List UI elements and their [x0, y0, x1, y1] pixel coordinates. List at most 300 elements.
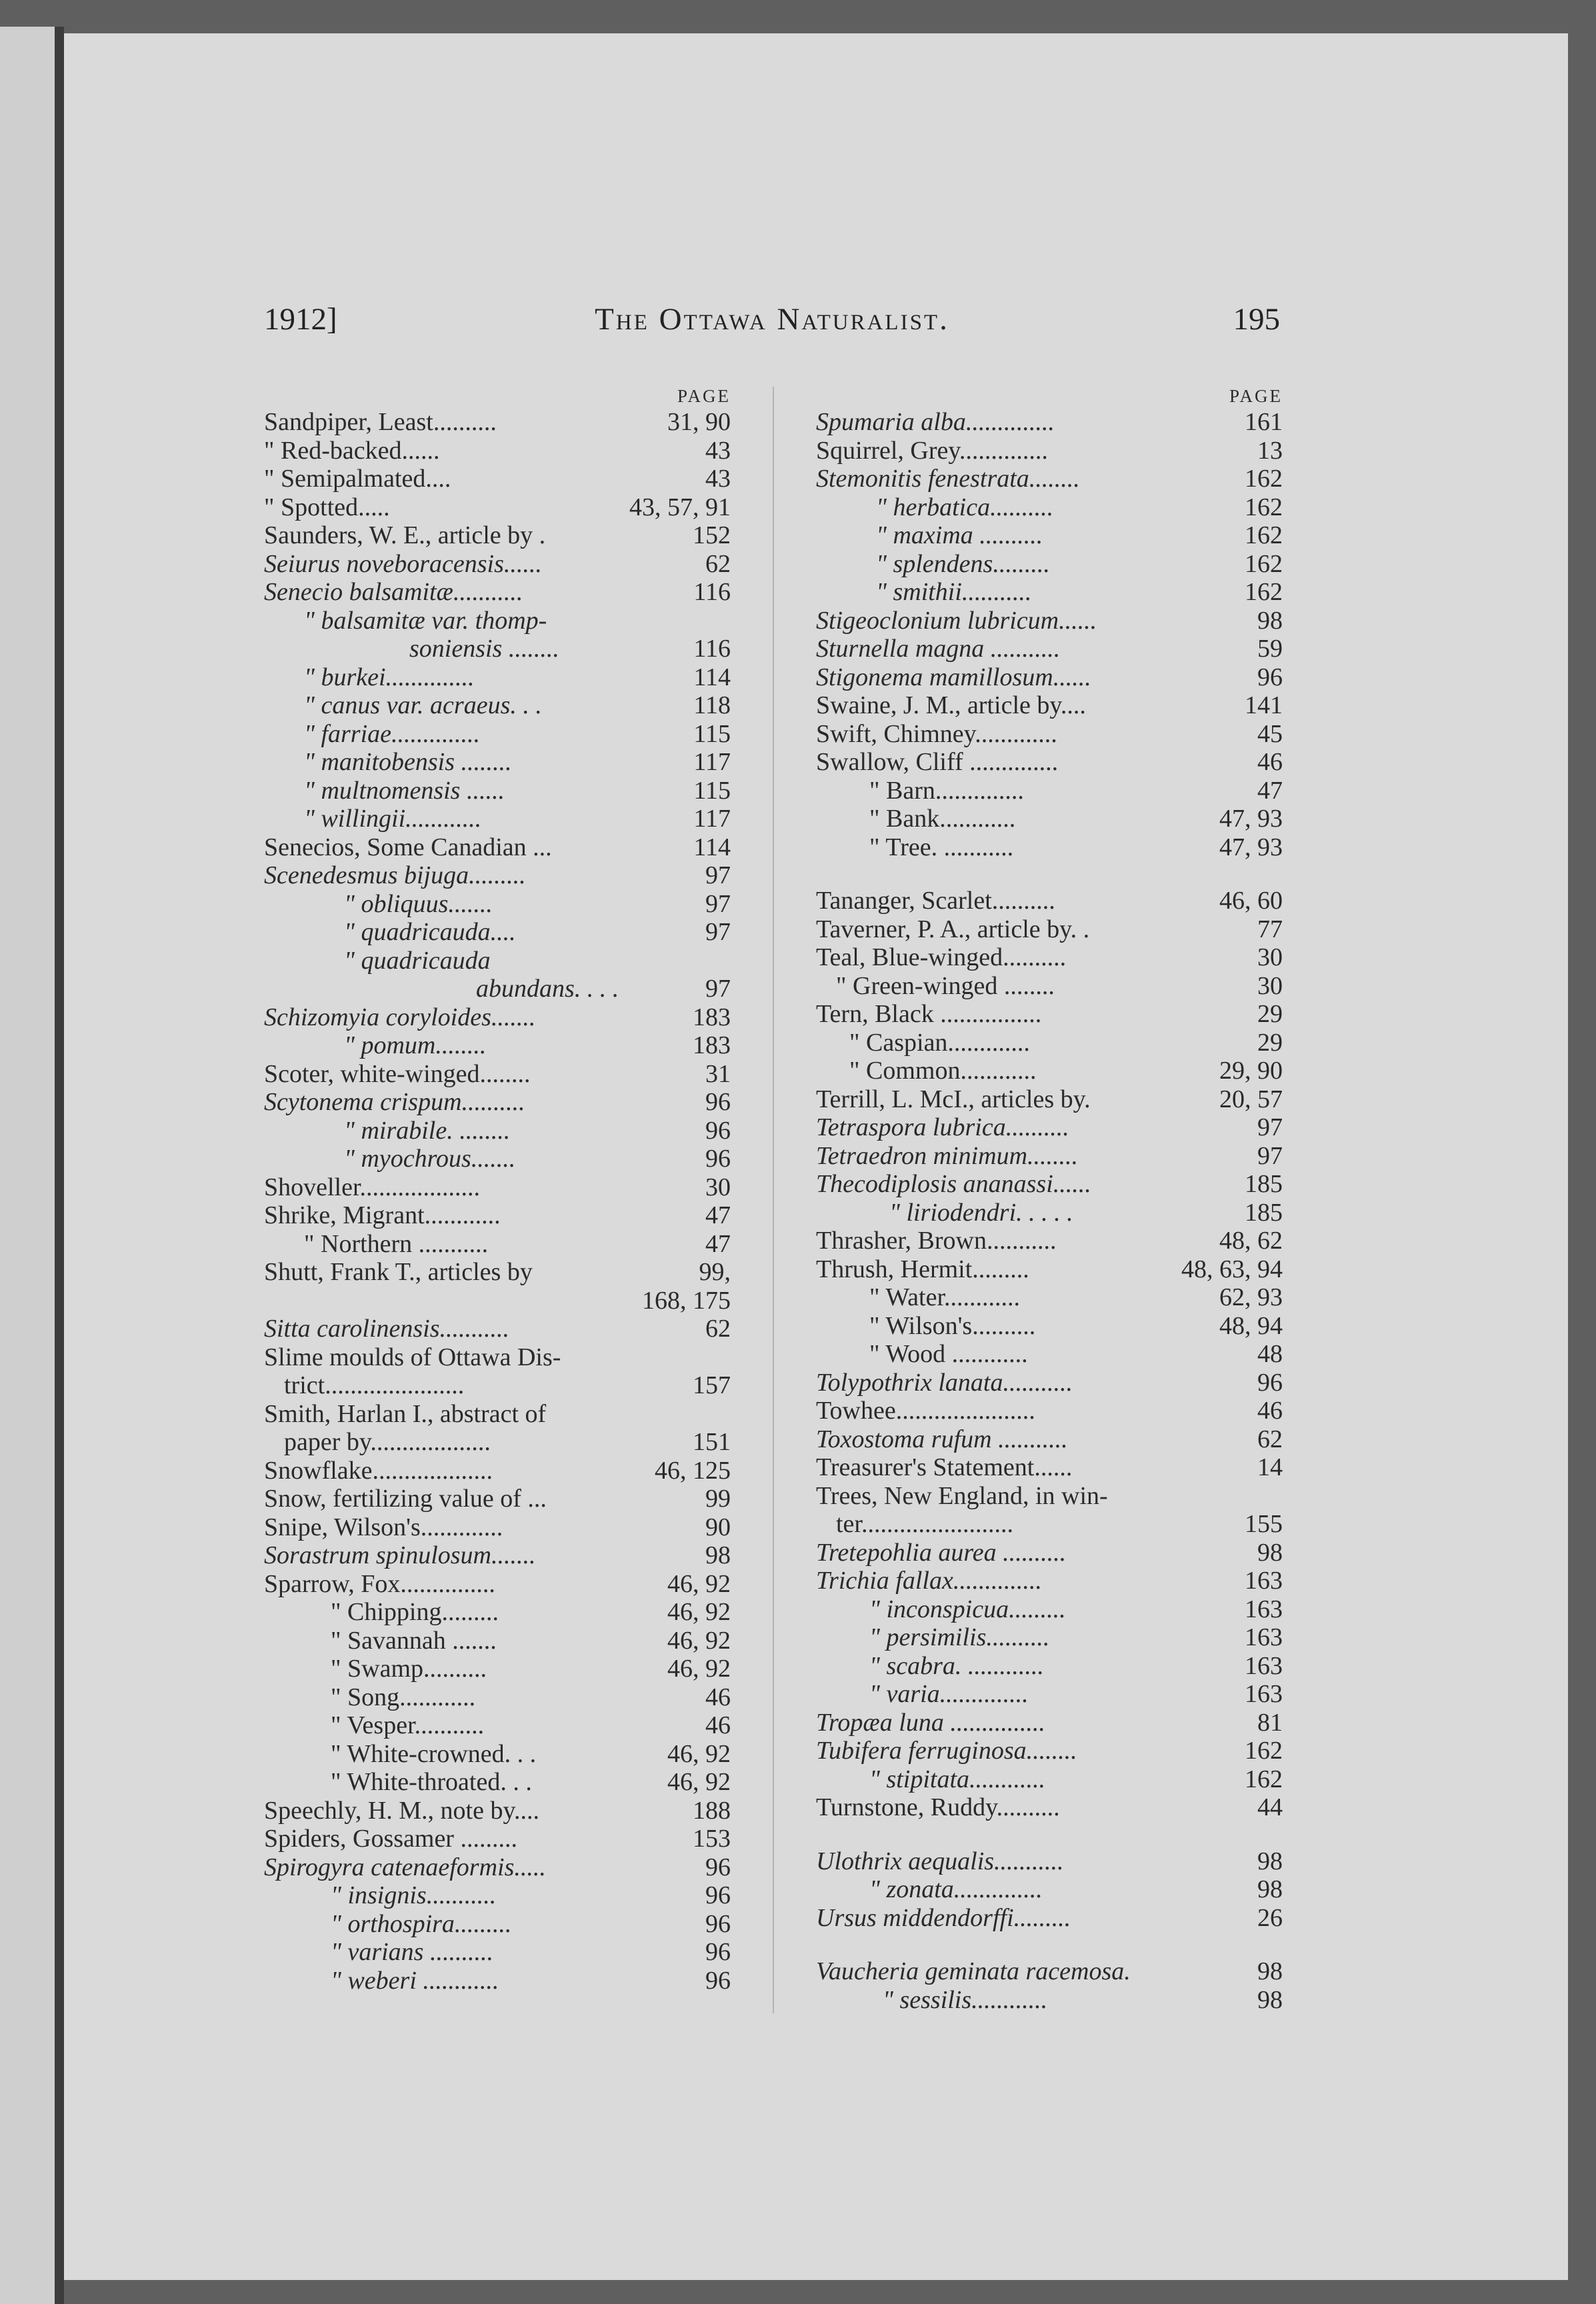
index-entry	[816, 1482, 1283, 1511]
index-entry	[816, 1425, 1283, 1454]
index-entry	[264, 1655, 731, 1683]
entry-page: 98	[1252, 1539, 1283, 1567]
entry-label: Tolypothrix lanata...........	[816, 1368, 1073, 1397]
entry-page: 98	[1252, 1986, 1283, 2015]
entry-label: Thrush, Hermit.........	[816, 1255, 1029, 1283]
entry-page: 98	[1252, 1875, 1283, 1904]
entry-page: 97	[700, 975, 731, 1003]
entry-page: 31, 90	[662, 408, 731, 437]
entry-label: " liriodendri. . . . .	[889, 1198, 1073, 1227]
entry-label: " Northern ...........	[304, 1229, 489, 1258]
entry-label: " multnomensis ......	[304, 776, 505, 805]
index-entry	[816, 1283, 1283, 1312]
entry-page: 13	[1252, 437, 1283, 465]
index-entry	[264, 1145, 731, 1173]
entry-page: 59	[1252, 635, 1283, 663]
entry-label: " mirabile. ........	[344, 1116, 511, 1145]
index-entry	[264, 1570, 731, 1599]
entry-page: 97	[1252, 1142, 1283, 1171]
entry-label: Thrasher, Brown...........	[816, 1227, 1057, 1255]
index-entry	[816, 1957, 1283, 1986]
index-entry	[816, 1652, 1283, 1681]
header-year: 1912]	[264, 302, 337, 337]
entry-label: Thecodiplosis ananassi......	[816, 1170, 1091, 1198]
entry-label: " willingii............	[304, 805, 482, 833]
entry-page: 62	[1252, 1425, 1283, 1454]
entry-label: Sandpiper, Least..........	[264, 408, 497, 436]
entry-page: 46	[700, 1711, 731, 1740]
index-entry	[816, 777, 1283, 805]
entry-page: 96	[700, 1938, 731, 1967]
entry-label: " obliquus.......	[344, 889, 493, 918]
entry-page: 163	[1239, 1595, 1283, 1624]
index-entry	[264, 1287, 731, 1315]
index-entry	[264, 578, 731, 607]
entry-label: " Vesper...........	[331, 1711, 485, 1739]
entry-page: 96	[700, 1853, 731, 1882]
index-entry	[264, 1060, 731, 1089]
entry-page: 155	[1239, 1510, 1283, 1539]
entry-page: 46, 92	[662, 1768, 731, 1797]
entry-label: " varia..............	[869, 1680, 1029, 1708]
entry-label: Scoter, white-winged........	[264, 1059, 531, 1088]
entry-label: Taverner, P. A., article by. .	[816, 915, 1090, 943]
entry-page: 162	[1239, 521, 1283, 550]
entry-page: 62	[700, 1315, 731, 1343]
index-entry	[264, 550, 731, 579]
entry-page: 30	[700, 1173, 731, 1202]
index-entry	[264, 1627, 731, 1655]
index-entry	[264, 1258, 731, 1287]
entry-page: 46, 92	[662, 1655, 731, 1683]
index-entry	[264, 691, 731, 720]
index-entry	[816, 1199, 1283, 1227]
entry-label: " Swamp..........	[331, 1655, 487, 1683]
index-entry	[264, 1003, 731, 1032]
entry-page: 44	[1252, 1793, 1283, 1822]
entry-label: Smith, Harlan I., abstract of	[264, 1399, 547, 1428]
entry-page: 47	[1252, 777, 1283, 805]
entry-page: 152	[687, 521, 731, 550]
entry-label: Scytonema crispum..........	[264, 1088, 525, 1116]
entry-page: 77	[1252, 915, 1283, 944]
entry-page: 62, 93	[1214, 1283, 1283, 1312]
entry-label: " quadricauda	[344, 946, 491, 975]
entry-label: " insignis...........	[331, 1881, 497, 1909]
index-entry	[816, 720, 1283, 749]
index-entry	[264, 1031, 731, 1060]
journal-title: The Ottawa Naturalist.	[595, 302, 949, 337]
entry-label: " White-throated. . .	[331, 1768, 532, 1796]
entry-page: 162	[1239, 550, 1283, 579]
index-entry	[264, 1825, 731, 1853]
entry-page: 90	[700, 1513, 731, 1542]
index-entry	[816, 748, 1283, 777]
entry-page: 81	[1252, 1709, 1283, 1737]
entry-page: 99,	[694, 1258, 731, 1287]
entry-label: Treasurer's Statement......	[816, 1453, 1073, 1481]
index-entry	[816, 437, 1283, 465]
entry-label: " Semipalmated....	[264, 465, 451, 493]
index-entry	[264, 1173, 731, 1202]
index-entry	[264, 1428, 731, 1457]
entry-label: Seiurus noveboracensis......	[264, 549, 542, 578]
entry-page: 48, 63, 94	[1176, 1255, 1283, 1284]
index-entry	[816, 1623, 1283, 1652]
entry-page: 157	[687, 1371, 731, 1400]
entry-label: Stemonitis fenestrata........	[816, 465, 1080, 493]
index-entry	[816, 550, 1283, 579]
entry-label: " inconspicua.........	[869, 1595, 1066, 1623]
entry-label: Sparrow, Fox...............	[264, 1569, 495, 1598]
entry-label: trict......................	[284, 1371, 465, 1399]
entry-label: Vaucheria geminata racemosa.	[816, 1957, 1131, 1985]
page-column-label: PAGE	[1229, 386, 1283, 406]
entry-page: 46	[1252, 748, 1283, 777]
index-entry	[264, 1853, 731, 1882]
entry-page: 97	[700, 918, 731, 947]
index-entry	[264, 1683, 731, 1712]
entry-page: 45	[1252, 720, 1283, 749]
index-entry	[264, 833, 731, 862]
index-entry	[816, 1567, 1283, 1595]
entry-page: 47, 93	[1214, 805, 1283, 833]
entry-label: Stigeoclonium lubricum......	[816, 606, 1097, 635]
index-entry	[264, 720, 731, 749]
entry-page: 47	[700, 1230, 731, 1259]
entry-page: 162	[1239, 465, 1283, 493]
entry-label: " persimilis..........	[869, 1623, 1050, 1651]
entry-page: 188	[687, 1797, 731, 1825]
entry-label: Ursus middendorffi.........	[816, 1903, 1071, 1932]
index-entry	[264, 635, 731, 663]
entry-page: 29, 90	[1214, 1057, 1283, 1085]
entry-label: " Barn..............	[869, 776, 1024, 805]
index-entry	[264, 437, 731, 465]
index-entry	[816, 1113, 1283, 1142]
index-entry	[816, 1765, 1283, 1794]
index-entry	[264, 408, 731, 437]
entry-page: 97	[1252, 1113, 1283, 1142]
entry-label: Ulothrix aequalis...........	[816, 1847, 1064, 1875]
index-entry	[264, 777, 731, 805]
entry-page: 117	[688, 805, 731, 833]
index-entry	[816, 1397, 1283, 1425]
index-entry	[816, 943, 1283, 972]
entry-page: 48	[1252, 1340, 1283, 1369]
index-entry	[816, 1000, 1283, 1029]
entry-label: Swaine, J. M., article by....	[816, 691, 1086, 719]
entry-label: " balsamitæ var. thomp-	[304, 606, 547, 635]
index-entry	[264, 1910, 731, 1939]
index-entry	[264, 947, 731, 975]
entry-label: " Spotted.....	[264, 493, 390, 521]
entry-label: " Savannah .......	[331, 1626, 497, 1655]
entry-page: 99	[700, 1485, 731, 1513]
running-header	[264, 301, 1280, 349]
entry-page: 46	[1252, 1397, 1283, 1425]
entry-label: " myochrous.......	[344, 1145, 516, 1173]
index-entry	[816, 493, 1283, 522]
page-column-label: PAGE	[677, 386, 731, 406]
entry-page: 163	[1239, 1680, 1283, 1709]
entry-page: 96	[1252, 663, 1283, 692]
entry-page: 162	[1239, 493, 1283, 522]
entry-label: Shrike, Migrant............	[264, 1201, 501, 1229]
index-entry	[816, 691, 1283, 720]
entry-label: Senecios, Some Canadian ...	[264, 833, 552, 861]
entry-page: 30	[1252, 972, 1283, 1001]
book-spine	[55, 27, 64, 2304]
index-entry	[264, 1740, 731, 1769]
entry-label: " Caspian.............	[849, 1028, 1030, 1057]
index-entry	[816, 1875, 1283, 1904]
entry-label: Tubifera ferruginosa........	[816, 1737, 1077, 1765]
entry-label: " sessilis............	[883, 1985, 1048, 2014]
index-entry	[816, 408, 1283, 437]
index-entry	[816, 1680, 1283, 1709]
index-entry	[264, 1938, 731, 1967]
entry-page: 96	[700, 1088, 731, 1117]
entry-page: 98	[1252, 1957, 1283, 1986]
entry-page: 46, 92	[662, 1740, 731, 1769]
index-entry	[816, 521, 1283, 550]
entry-page: 43	[700, 437, 731, 465]
index-entry	[264, 1088, 731, 1117]
entry-label: " Common............	[849, 1057, 1037, 1085]
entry-page: 168, 175	[637, 1287, 731, 1315]
index-entry	[264, 890, 731, 919]
entry-label: soniensis ........	[409, 635, 559, 663]
entry-label: " manitobensis ........	[304, 748, 512, 776]
entry-label: " Wood ............	[869, 1340, 1028, 1368]
column-divider	[773, 387, 774, 2013]
entry-label: Tananger, Scarlet..........	[816, 887, 1055, 915]
entry-label: Terrill, L. McI., articles by.	[816, 1085, 1091, 1113]
index-entry	[816, 465, 1283, 493]
entry-page: 96	[700, 1881, 731, 1910]
entry-page: 96	[700, 1117, 731, 1145]
index-entry	[264, 1371, 731, 1400]
entry-label: Saunders, W. E., article by .	[264, 521, 546, 549]
entry-page: 151	[687, 1428, 731, 1457]
entry-page: 114	[688, 663, 731, 692]
entry-page: 46, 92	[662, 1627, 731, 1655]
index-entry	[816, 1255, 1283, 1284]
index-entry	[264, 1967, 731, 1995]
entry-page: 163	[1239, 1652, 1283, 1681]
entry-label: Spiders, Gossamer .........	[264, 1825, 517, 1853]
entry-page: 98	[1252, 1847, 1283, 1876]
index-entry	[264, 1343, 731, 1372]
entry-page: 26	[1252, 1904, 1283, 1933]
entry-page: 162	[1239, 1765, 1283, 1794]
entry-page: 29	[1252, 1029, 1283, 1057]
entry-page: 96	[700, 1910, 731, 1939]
entry-page: 47	[700, 1201, 731, 1230]
index-entry	[816, 1793, 1283, 1822]
entry-page: 183	[687, 1031, 731, 1060]
entry-label: " Water............	[869, 1283, 1020, 1311]
entry-label: Speechly, H. M., note by....	[264, 1796, 540, 1825]
entry-label: " Tree. ...........	[869, 833, 1014, 861]
index-entry	[264, 1513, 731, 1542]
index-entry	[264, 493, 731, 522]
entry-label: Tetraspora lubrica..........	[816, 1113, 1069, 1141]
entry-label: Tropæa luna ...............	[816, 1708, 1045, 1737]
entry-label: " zonata..............	[869, 1875, 1043, 1903]
entry-label: " varians ..........	[331, 1938, 493, 1966]
entry-label: Snipe, Wilson's.............	[264, 1513, 503, 1541]
entry-label: " scabra. ............	[869, 1651, 1044, 1680]
entry-label: " pomum........	[344, 1031, 487, 1059]
index-entry	[816, 1227, 1283, 1255]
entry-page: 31	[700, 1060, 731, 1089]
index-entry	[264, 1711, 731, 1740]
entry-label: Sitta carolinensis...........	[264, 1315, 510, 1343]
entry-label: Shutt, Frank T., articles by	[264, 1258, 533, 1286]
entry-page: 98	[1252, 607, 1283, 635]
entry-page: 48, 94	[1214, 1312, 1283, 1341]
entry-page: 43	[700, 465, 731, 493]
index-entry	[816, 1057, 1283, 1085]
index-entry	[816, 887, 1283, 915]
index-entry	[264, 1400, 731, 1429]
entry-label: Tretepohlia aurea ..........	[816, 1538, 1067, 1567]
entry-label: Towhee......................	[816, 1397, 1035, 1425]
entry-label: " weberi ............	[331, 1966, 499, 1995]
index-entry	[264, 1768, 731, 1797]
index-entry	[264, 607, 731, 635]
index-entry	[816, 1369, 1283, 1397]
index-entry	[264, 1598, 731, 1627]
index-entry	[264, 663, 731, 692]
index-entry	[816, 972, 1283, 1001]
entry-label: " Bank............	[869, 805, 1016, 833]
index-entry	[816, 1453, 1283, 1482]
entry-page: 163	[1239, 1623, 1283, 1652]
entry-label: " Chipping.........	[331, 1598, 499, 1626]
facing-page-edge	[0, 27, 60, 2304]
index-entry	[264, 1201, 731, 1230]
entry-page: 96	[700, 1967, 731, 1995]
entry-label: Swallow, Cliff ..............	[816, 748, 1059, 776]
index-entry	[264, 1457, 731, 1485]
entry-label: " maxima ..........	[876, 521, 1043, 549]
index-entry	[816, 1510, 1283, 1539]
entry-label: " splendens.........	[876, 549, 1050, 578]
index-entry	[816, 833, 1283, 862]
entry-label: Schizomyia coryloides.......	[264, 1003, 536, 1031]
entry-label: Sorastrum spinulosum.......	[264, 1541, 536, 1569]
index-entry	[816, 1539, 1283, 1567]
entry-page: 185	[1239, 1170, 1283, 1199]
index-entry	[264, 1541, 731, 1570]
entry-label: " burkei..............	[304, 663, 475, 691]
entry-page: 46, 92	[662, 1598, 731, 1627]
entry-page: 46, 125	[649, 1457, 731, 1485]
entry-label: Trichia fallax..............	[816, 1567, 1042, 1595]
index-entry	[264, 1797, 731, 1825]
index-entry	[264, 1230, 731, 1259]
index-entry	[816, 1170, 1283, 1199]
index-entry	[816, 635, 1283, 663]
entry-page: 96	[1252, 1369, 1283, 1397]
entry-label: Swift, Chimney.............	[816, 719, 1057, 748]
entry-label: Scenedesmus bijuga.........	[264, 861, 526, 889]
entry-label: Slime moulds of Ottawa Dis-	[264, 1343, 561, 1371]
entry-label: " canus var. acraeus. . .	[304, 691, 542, 719]
entry-label: Snowflake...................	[264, 1456, 493, 1485]
entry-page: 117	[688, 748, 731, 777]
entry-page: 96	[700, 1145, 731, 1173]
index-entry	[264, 1315, 731, 1343]
entry-label: " smithii...........	[876, 578, 1032, 606]
index-entry	[264, 748, 731, 777]
entry-label: Trees, New England, in win-	[816, 1481, 1108, 1510]
index-entry	[264, 1117, 731, 1145]
entry-label: " quadricauda....	[344, 918, 516, 946]
index-entry	[816, 1904, 1283, 1933]
entry-page: 46, 60	[1214, 887, 1283, 915]
entry-label: Spumaria alba..............	[816, 408, 1055, 436]
index-entry	[816, 1312, 1283, 1341]
entry-page: 162	[1239, 578, 1283, 607]
index-entry	[816, 915, 1283, 944]
entry-label: Teal, Blue-winged..........	[816, 943, 1067, 971]
entry-label: Turnstone, Ruddy..........	[816, 1793, 1060, 1821]
entry-label: " stipitata............	[869, 1765, 1046, 1793]
entry-page: 115	[688, 720, 731, 749]
entry-label: " Red-backed......	[264, 436, 440, 465]
entry-page: 116	[688, 578, 731, 607]
entry-page: 183	[687, 1003, 731, 1032]
entry-label: Sturnella magna ...........	[816, 635, 1061, 663]
entry-page: 29	[1252, 1000, 1283, 1029]
entry-label: Senecio balsamitæ...........	[264, 578, 523, 606]
index-entry	[816, 607, 1283, 635]
entry-label: Squirrel, Grey..............	[816, 436, 1048, 465]
entry-label: abundans. . . .	[476, 975, 619, 1003]
entry-label: Snow, fertilizing value of ...	[264, 1485, 547, 1513]
entry-label: " farriae..............	[304, 719, 481, 748]
index-entry	[816, 1340, 1283, 1369]
index-entry	[816, 1085, 1283, 1114]
entry-page: 153	[687, 1825, 731, 1853]
index-entry	[816, 663, 1283, 692]
entry-label: " herbatica..........	[876, 493, 1054, 521]
entry-label: ter........................	[836, 1510, 1013, 1538]
index-entry	[264, 918, 731, 947]
index-entry	[816, 1847, 1283, 1876]
entry-label: Stigonema mamillosum......	[816, 663, 1091, 691]
index-column-left	[264, 384, 731, 1995]
entry-page: 46	[700, 1683, 731, 1712]
entry-label: " Song............	[331, 1683, 476, 1711]
index-entry	[816, 1595, 1283, 1624]
entry-label: " White-crowned. . .	[331, 1739, 537, 1768]
index-entry	[816, 1142, 1283, 1171]
index-entry	[264, 1485, 731, 1513]
entry-page: 47, 93	[1214, 833, 1283, 862]
entry-page: 97	[700, 861, 731, 890]
entry-page: 48, 62	[1214, 1227, 1283, 1255]
entry-page: 14	[1252, 1453, 1283, 1482]
index-entry	[816, 1737, 1283, 1765]
entry-page: 162	[1239, 1737, 1283, 1765]
index-entry	[264, 521, 731, 550]
index-entry	[264, 975, 731, 1003]
